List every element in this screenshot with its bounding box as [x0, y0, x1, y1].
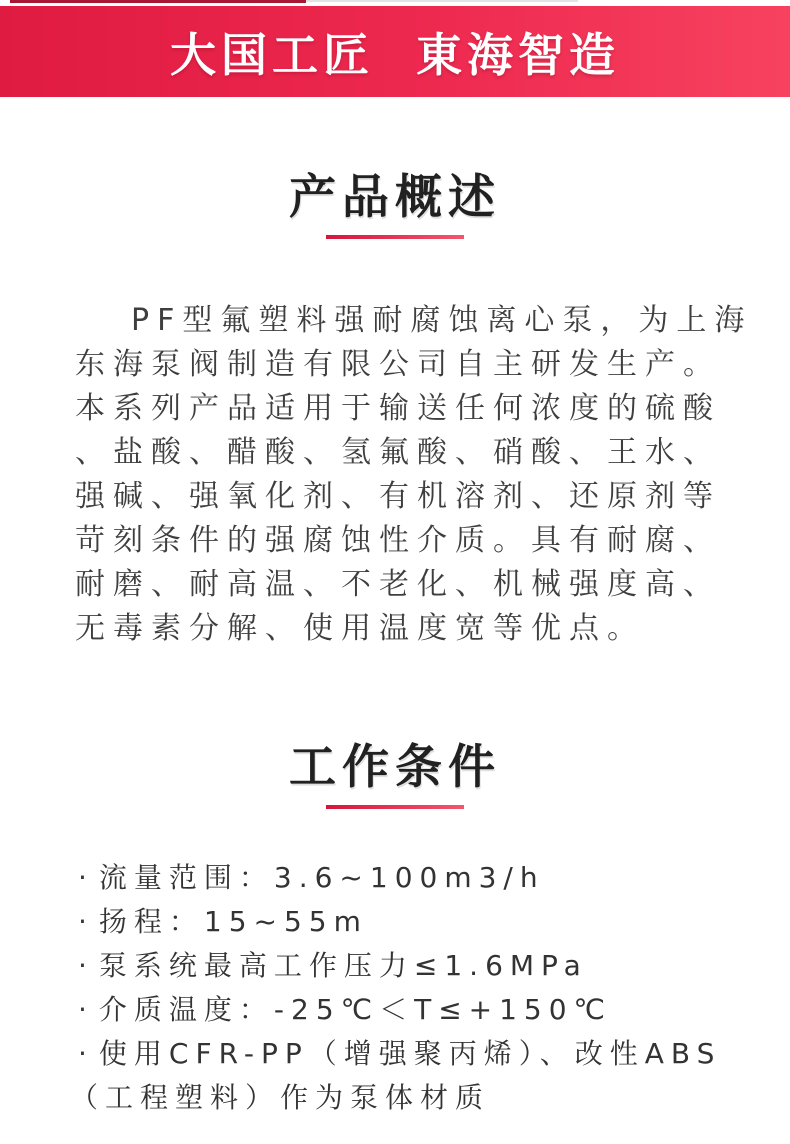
conditions-section-heading [0, 741, 790, 809]
list-item [70, 944, 732, 988]
paragraph-line: 东海泵阀制造有限公司自主研发生产。 [75, 347, 721, 382]
paragraph-line: 无毒素分解、使用温度宽等优点。 [75, 611, 645, 646]
list-item-text: 扬程：15~55m [98, 905, 368, 938]
list-item [70, 856, 732, 900]
bullet-dot-icon: · [78, 993, 87, 1026]
list-item-text: 使用CFR-PP（增强聚丙烯）、改性ABS（工程塑料）作为泵体材质 [70, 1037, 722, 1114]
paragraph-line: 、盐酸、醋酸、氢氟酸、硝酸、王水、 [75, 435, 721, 470]
bullet-dot-icon: · [78, 1037, 87, 1070]
list-item [70, 1032, 732, 1120]
paragraph-line: PF型氟塑料强耐腐蚀离心泵，为上海 [131, 303, 753, 338]
banner-title: 大国工匠 東海智造 [169, 27, 621, 82]
list-item-text: 流量范围：3.6~100m3/h [98, 861, 545, 894]
list-item [70, 900, 732, 944]
conditions-title: 工作条件 [289, 740, 501, 795]
overview-title-underline [326, 235, 464, 239]
list-item [70, 988, 732, 1032]
top-faint-line [306, 0, 578, 2]
overview-section-heading [0, 171, 790, 239]
bullet-dot-icon: · [78, 949, 87, 982]
paragraph-line: 本系列产品适用于输送任何浓度的硫酸 [75, 391, 721, 426]
list-item-text: 介质温度：-25℃＜T≤+150℃ [98, 993, 612, 1026]
list-item-text: 泵系统最高工作压力≤1.6MPa [98, 949, 588, 982]
overview-title: 产品概述 [289, 170, 501, 225]
conditions-list [70, 856, 732, 1120]
brand-banner [0, 6, 790, 97]
bullet-dot-icon: · [78, 861, 87, 894]
paragraph-line: 耐磨、耐高温、不老化、机械强度高、 [75, 567, 721, 602]
overview-paragraph [75, 299, 753, 651]
conditions-title-underline [326, 805, 464, 809]
bullet-dot-icon: · [78, 905, 87, 938]
paragraph-line: 强碱、强氧化剂、有机溶剂、还原剂等 [75, 479, 721, 514]
paragraph-line: 苛刻条件的强腐蚀性介质。具有耐腐、 [75, 523, 721, 558]
top-accent-line [10, 0, 306, 3]
